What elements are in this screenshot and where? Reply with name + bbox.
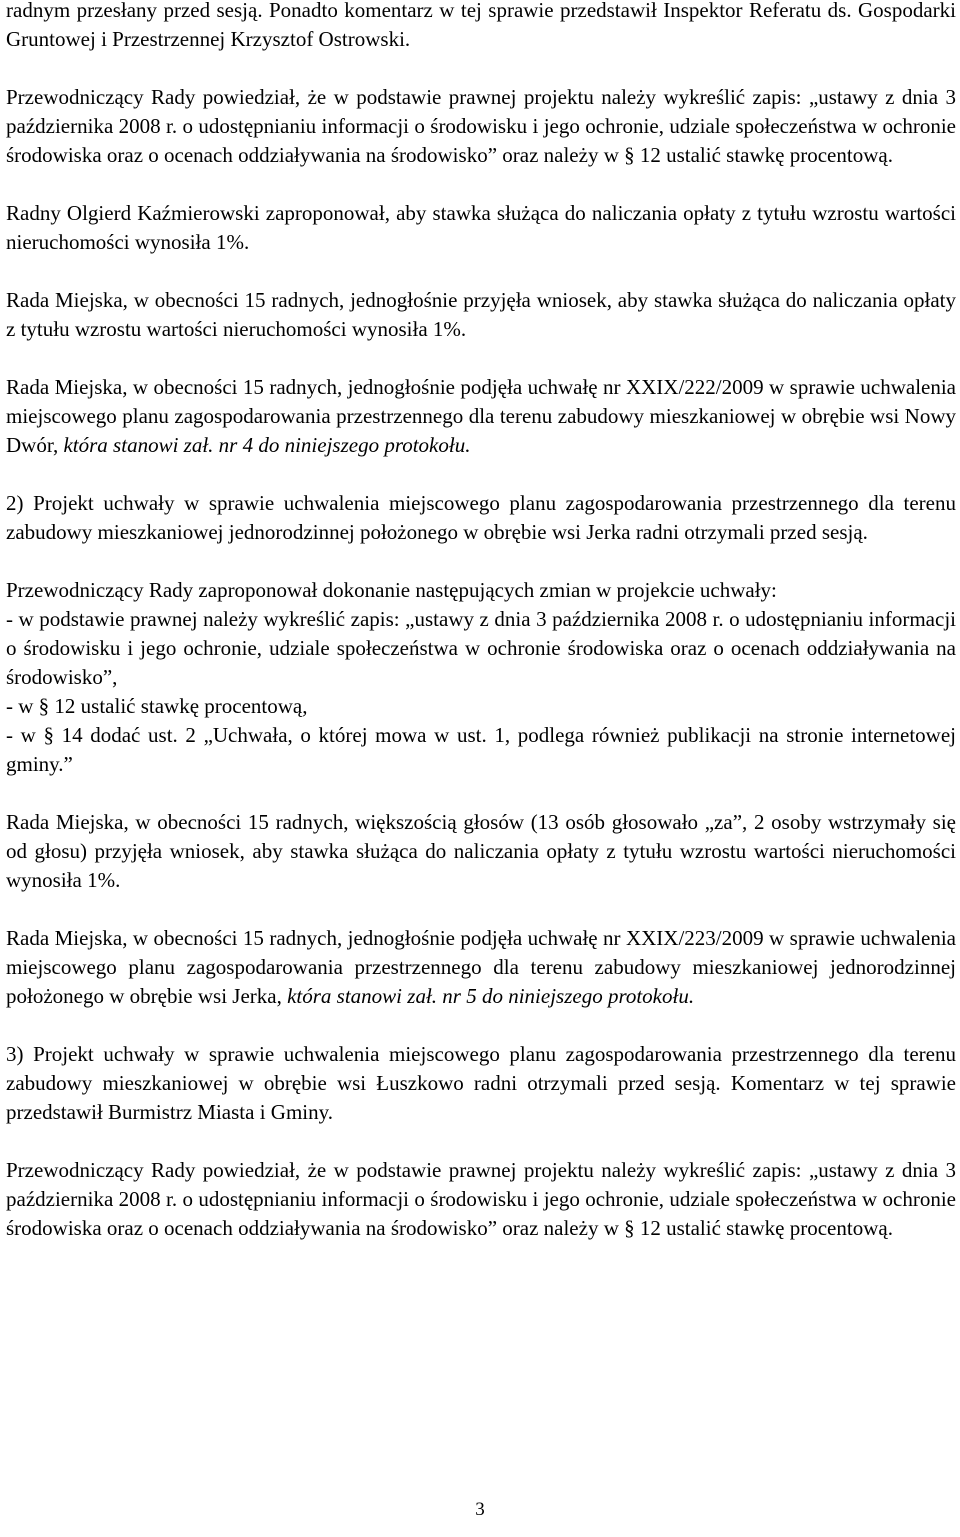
change-item: - w § 14 dodać ust. 2 „Uchwała, o której mowa w ust. 1, podlega również publikacji na stronie internetowej gminy.” — [6, 723, 956, 776]
paragraph-chairman-changes — [6, 576, 956, 779]
paragraph-councillor-proposal — [6, 199, 956, 257]
paragraph-chairman-remark-2 — [6, 1156, 956, 1243]
change-item: - w podstawie prawnej należy wykreślić zapis: „ustawy z dnia 3 października 2008 r. o udostępnianiu informacji o środowisku i jego ochronie, udziale społeczeństwa w ochronie środowiska oraz o ocenach oddziaływania na środowisko”, — [6, 607, 956, 689]
paragraph-resolution-222 — [6, 373, 956, 460]
attachment-note: która stanowi zał. nr 4 do niniejszego protokołu. — [63, 433, 471, 457]
paragraph-text: Rada Miejska, w obecności 15 radnych, jednogłośnie przyjęła wniosek, aby stawka służąca do naliczania opłaty z tytułu wzrostu wartości nieruchomości wynosiła 1%. — [6, 288, 956, 341]
paragraph-council-motion-1 — [6, 286, 956, 344]
paragraph-chairman-remark-1 — [6, 83, 956, 170]
paragraph-text: 3) Projekt uchwały w sprawie uchwalenia miejscowego planu zagospodarowania przestrzennego dla terenu zabudowy mieszkaniowej w obrębie wsi Łuszkowo radni otrzymali przed sesją. Komentarz w tej sprawie przedstawił Burmistrz Miasta i Gminy. — [6, 1042, 956, 1124]
change-item: - w § 12 ustalić stawkę procentową, — [6, 694, 308, 718]
paragraph-text: Radny Olgierd Kaźmierowski zaproponował, aby stawka służąca do naliczania opłaty z tytułu wzrostu wartości nieruchomości wynosiła 1%. — [6, 201, 956, 254]
paragraph-text: Rada Miejska, w obecności 15 radnych, jednogłośnie podjęła uchwałę nr XXIX/223/2009 w sprawie uchwalenia miejscowego planu zagospodarowania przestrzennego dla terenu zabudowy mieszkaniowej jednorodzinnej położonego w obrębie wsi Jerka, — [6, 926, 956, 1008]
paragraph-text: 2) Projekt uchwały w sprawie uchwalenia miejscowego planu zagospodarowania przestrzennego dla terenu zabudowy mieszkaniowej jednorodzinnej położonego w obrębie wsi Jerka radni otrzymali przed sesją. — [6, 491, 956, 544]
paragraph-text: Przewodniczący Rady powiedział, że w podstawie prawnej projektu należy wykreślić zapis: „ustawy z dnia 3 października 2008 r. o udostępnianiu informacji o środowisku i jego ochronie, udziale społeczeństwa w ochronie środowiska oraz o ocenach oddziaływania na środowisko” oraz należy w § 12 ustalić stawkę procentową. — [6, 85, 956, 167]
paragraph-text: Rada Miejska, w obecności 15 radnych, większością głosów (13 osób głosowało „za”, 2 osoby wstrzymały się od głosu) przyjęła wniosek, aby stawka służąca do naliczania opłaty z tytułu wzrostu wartości nieruchomości wynosiła 1%. — [6, 810, 956, 892]
paragraph-council-motion-2 — [6, 808, 956, 895]
changes-intro: Przewodniczący Rady zaproponował dokonanie następujących zmian w projekcie uchwały: — [6, 578, 777, 602]
paragraph-text: Przewodniczący Rady powiedział, że w podstawie prawnej projektu należy wykreślić zapis: „ustawy z dnia 3 października 2008 r. o udostępnianiu informacji o środowisku i jego ochronie, udziale społeczeństwa w ochronie środowiska oraz o ocenach oddziaływania na środowisko” oraz należy w § 12 ustalić stawkę procentową. — [6, 1158, 956, 1240]
paragraph-text: radnym przesłany przed sesją. Ponadto komentarz w tej sprawie przedstawił Inspektor Referatu ds. Gospodarki Gruntowej i Przestrzennej Krzysztof Ostrowski. — [6, 0, 956, 51]
paragraph-text: Rada Miejska, w obecności 15 radnych, jednogłośnie podjęła uchwałę nr XXIX/222/2009 w sprawie uchwalenia miejscowego planu zagospodarowania przestrzennego dla terenu zabudowy mieszkaniowej w obrębie wsi Nowy Dwór, — [6, 375, 956, 457]
paragraph-project-2 — [6, 489, 956, 547]
page-number: 3 — [475, 1499, 485, 1520]
attachment-note: która stanowi zał. nr 5 do niniejszego protokołu. — [287, 984, 695, 1008]
document-page — [6, 0, 956, 1272]
paragraph-project-3 — [6, 1040, 956, 1127]
paragraph-resolution-223 — [6, 924, 956, 1011]
paragraph-session-comment — [6, 0, 956, 54]
